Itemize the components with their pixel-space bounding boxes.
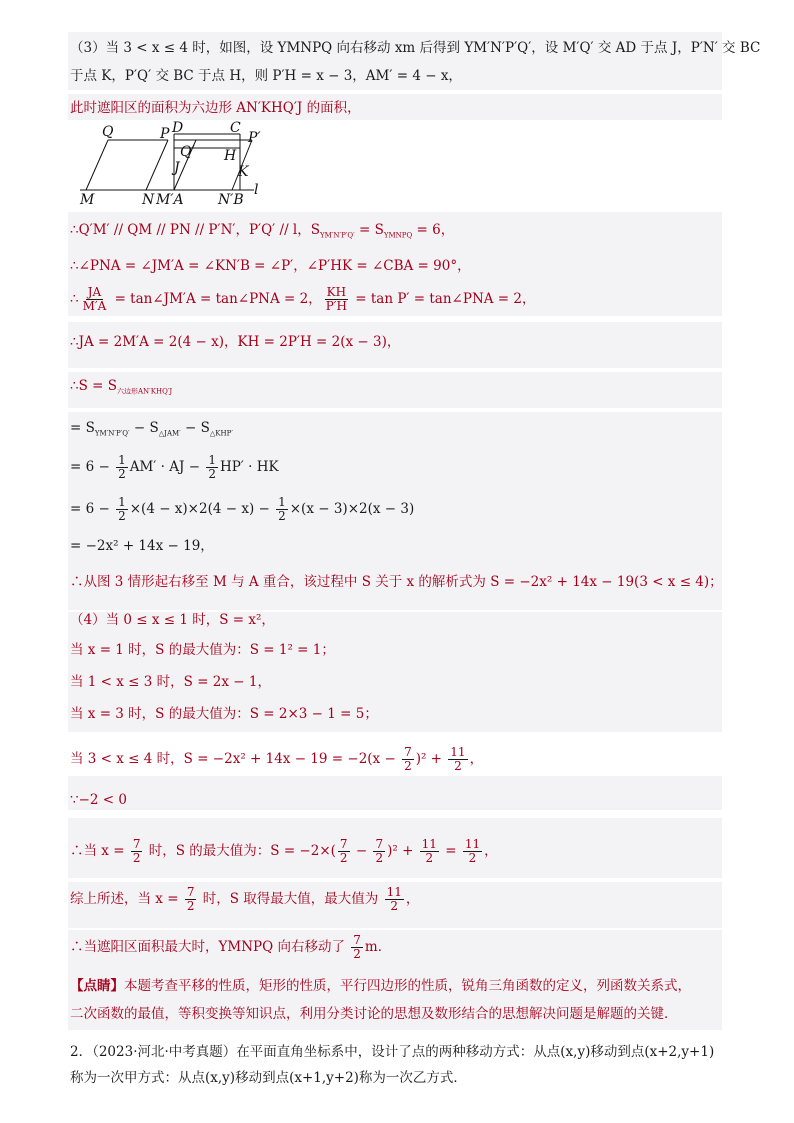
fraction: $\frac{7}{2}$ [339,837,348,865]
fraction: $\frac{JA}{M'A}$ [82,285,107,313]
figure-label: H [224,148,237,164]
question-line: 称为一次甲方式：从点(x,y)移动到点(x+1,y+2)称为一次乙方式． [70,1070,467,1086]
solution-line: ∴JA = 2M′A = 2(4 − x)，KH = 2P′H = 2(x − 3)， [70,334,401,350]
fraction: $\frac{7}{2}$ [404,745,412,773]
solution-line: 当 x = 1 时，S 的最大值为：S = 1² = 1； [70,642,335,658]
solution-line: ∴ $\frac{JA}{M'A}$ = tan∠JM′A = tan∠PNA = 2， $\frac{KH}{P'H}$ = tan P′ = tan∠PNA = 2， [70,285,536,313]
figure-label: M [80,192,95,206]
figure-label: J [174,160,180,176]
solution-line: = 6 − $\frac{1}{2}$ ×(4 − x)×2(4 − x) − $\frac{1}{2}$ ×(x − 3)×2(x − 3) [70,495,415,523]
fraction: $\frac{7}{2}$ [186,885,195,913]
solution-line: （3）当 3 < x ≤ 4 时，如图，设 YMNPQ 向右移动 xm 后得到 YM′N′P′Q′，设 M′Q′ 交 AD 于点 J，P′N′ 交 BC [70,40,761,56]
figure-label: N′B [218,192,244,206]
fraction: $\frac{7}{2}$ [132,837,141,865]
note-line: 二次函数的最值，等积变换等知识点，利用分类讨论的思想及数形结合的思想解决问题是解题的关键． [70,1006,678,1022]
text-band [68,776,722,810]
solution-line: ∴当遮阳区面积最大时，YMNPQ 向右移动了 $\frac{7}{2}$ m． [70,933,392,961]
fraction: $\frac{1}{2}$ [118,453,126,481]
solution-line: ∴当 x = $\frac{7}{2}$ 时，S 的最大值为：S = −2×( $\frac{7}{2}$ − $\frac{7}{2}$ )² + $\frac{11}{2}$ = $\frac{11}{2}$ ， [70,837,498,865]
solution-line: = 6 − $\frac{1}{2}$ AM′ · AJ − $\frac{1}{2}$ HP′ · HK [70,453,279,481]
note-line: 【点睛】本题考查平移的性质，矩形的性质，平行四边形的性质，锐角三角函数的定义，列函数关系式， [70,978,691,994]
fraction: $\frac{11}{2}$ [450,745,466,773]
solution-line: 此时遮阳区的面积为六边形 AN′KHQ′J 的面积， [70,100,361,116]
solution-line: 当 1 < x ≤ 3 时，S = 2x − 1， [70,674,271,690]
fraction: $\frac{7}{2}$ [353,933,361,961]
fraction: $\frac{1}{2}$ [278,495,286,523]
figure-label: Q [102,124,114,140]
fraction: $\frac{11}{2}$ [386,885,402,913]
figure-label: C [230,120,241,136]
fraction: $\frac{1}{2}$ [208,453,216,481]
figure-label: P [160,126,170,142]
solution-line: 于点 K，P′Q′ 交 BC 于点 H，则 P′H = x − 3，AM′ = 4 − x， [70,68,462,84]
figure-label: M′A [156,192,184,206]
note-tag: 【点睛】 [70,978,124,994]
fraction: $\frac{7}{2}$ [375,837,384,865]
fraction: $\frac{11}{2}$ [464,837,481,865]
solution-line: 当 x = 3 时，S 的最大值为：S = 2×3 − 1 = 5； [70,706,378,722]
solution-line: 综上所述，当 x = $\frac{7}{2}$ 时，S 取得最大值，最大值为 $\frac{11}{2}$ ， [70,885,420,913]
solution-line: ∴S = $S_{六边形AN'KHQ'J}$ [70,378,173,396]
fraction: $\frac{11}{2}$ [421,837,437,865]
fraction: $\frac{KH}{P'H}$ [325,285,347,313]
solution-line: ∴∠PNA = ∠JM′A = ∠KN′B = ∠P′，∠P′HK = ∠CBA = 90°， [70,258,471,274]
solution-line: 当 3 < x ≤ 4 时，S = −2x² + 14x − 19 = −2(x − $\frac{7}{2}$ )² + $\frac{11}{2}$ ， [70,745,484,773]
figure-label: D [172,120,184,136]
figure-label: l [254,182,259,198]
solution-line: （4）当 0 ≤ x ≤ 1 时，S = x²， [70,612,275,628]
figure-label: P′ [248,130,261,146]
figure-label: K [238,164,249,180]
solution-line: = $S_{YM'N'P'Q'} - S_{\triangle JAM'} - S_{\triangle KHP'}$ [70,420,233,438]
solution-line: ∵−2 < 0 [70,792,127,808]
solution-line: = −2x² + 14x − 19， [70,538,214,554]
solution-line: ∴从图 3 情形起右移至 M 与 A 重合，该过程中 S 关于 x 的解析式为 S = −2x² + 14x − 19(3 < x ≤ 4)； [70,574,723,590]
question-line: 2．（2023·河北·中考真题）在平面直角坐标系中，设计了点的两种移动方式：从点(x,y)移动到点(x+2,y+1) [70,1044,715,1060]
figure-label: N [142,192,155,206]
geometry-figure [76,120,266,210]
figure-label: Q′ [180,144,195,160]
fraction: $\frac{1}{2}$ [118,495,126,523]
solution-line: ∴Q′M′ // QM // PN // P′N′，P′Q′ // l，$S_{YM'N'P'Q'} = S_{YMNPQ} = 6$， [70,222,455,240]
